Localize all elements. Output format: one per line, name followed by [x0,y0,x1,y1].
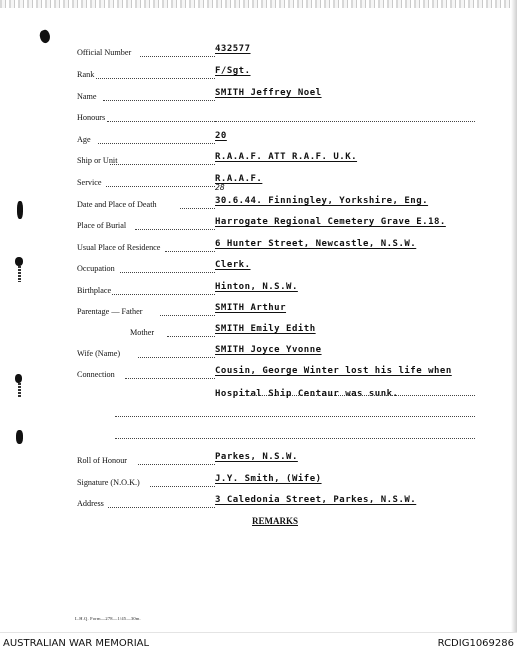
blank-line [115,438,475,439]
wife-name-value: SMITH Joyce Yvonne [215,345,322,355]
place-of-burial-value: Harrogate Regional Cemetery Grave E.18. [215,217,446,227]
birthplace-label: Birthplace [77,286,112,295]
archive-name: AUSTRALIAN WAR MEMORIAL [3,638,150,649]
wife-name-label: Wife (Name) [77,349,121,358]
dot-leader [110,164,215,165]
record-id: RCDIG1069286 [437,638,514,649]
official-number-value: 432577 [215,44,251,54]
name-value: SMITH Jeffrey Noel [215,88,322,98]
dot-leader [140,56,215,57]
honours-blank [215,121,475,122]
dot-leader [120,272,215,273]
wife-name-row [0,345,517,363]
date-place-of-death-value: 30.6.44. Finningley, Yorkshire, Eng. [215,196,429,206]
honours-label: Honours [77,113,106,122]
rank-label: Rank [77,70,95,79]
place-of-burial-label: Place of Burial [77,221,127,230]
dot-leader [160,315,215,316]
signature-nok-label: Signature (N.O.K.) [77,478,140,487]
honours-row [0,113,517,127]
mother-label: Mother [130,328,155,337]
occupation-value: Clerk. [215,260,251,270]
dot-leader [112,294,215,295]
dot-leader [167,336,215,337]
father-label: Parentage — Father [77,307,143,316]
address-label: Address [77,499,104,508]
dot-leader [125,378,215,379]
rank-row [0,66,517,84]
dot-leader [165,251,215,252]
blank-line [243,395,475,396]
rank-value: F/Sgt. [215,66,251,76]
form-number: L.H.Q. Form—278—1/45—30m. [75,616,141,621]
dot-leader [138,357,215,358]
remarks-heading: REMARKS [252,516,299,526]
dot-leader [103,100,215,101]
service-value: R.A.A.F. [215,174,263,184]
dot-leader [98,143,215,144]
ship-or-unit-label: Ship or Unit [77,156,118,165]
usual-place-of-residence-value: 6 Hunter Street, Newcastle, N.S.W. [215,239,417,249]
birthplace-row [0,282,517,300]
place-of-burial-row [0,217,517,235]
roll-of-honour-label: Roll of Honour [77,456,128,465]
age-value: 20 [215,131,227,141]
father-value: SMITH Arthur [215,303,287,313]
service-label: Service [77,178,102,187]
name-row [0,88,517,106]
dot-leader [135,229,215,230]
official-number-row [0,44,517,62]
usual-place-of-residence-label: Usual Place of Residence [77,243,161,252]
date-place-of-death-label: Date and Place of Death [77,200,157,209]
age-label: Age [77,135,91,144]
connection-label: Connection [77,370,115,379]
father-row [0,303,517,321]
mother-value: SMITH Emily Edith [215,324,316,334]
date-place-of-death-row [0,196,517,214]
official-number-label: Official Number [77,48,132,57]
occupation-label: Occupation [77,264,115,273]
signature-nok-value: J.Y. Smith, (Wife) [215,474,322,484]
occupation-row [0,260,517,278]
roll-of-honour-row [0,452,517,470]
binding-mark [18,383,21,397]
service-row [0,174,517,192]
ship-or-unit-value: R.A.A.F. ATT R.A.F. U.K. [215,152,358,162]
dot-leader [107,121,215,122]
signature-nok-row [0,474,517,492]
connection-value: Cousin, George Winter lost his life when [215,366,452,376]
archive-footer [0,632,517,654]
address-row [0,495,517,513]
dot-leader [150,486,215,487]
connection-continuation: Hospital Ship Centaur was sunk. [215,389,399,399]
birthplace-value: Hinton, N.S.W. [215,282,298,292]
dot-leader [108,507,215,508]
dot-leader [138,464,215,465]
punch-hole-mark [38,29,52,45]
roll-of-honour-value: Parkes, N.S.W. [215,452,298,462]
usual-place-of-residence-row [0,239,517,257]
blank-line [115,416,475,417]
name-label: Name [77,92,97,101]
dot-leader [106,186,215,187]
death-date-annotation: 28 [215,183,225,192]
dot-leader [180,208,215,209]
scan-top-edge [0,0,517,8]
binding-mark [16,430,23,444]
ship-or-unit-row [0,152,517,170]
dot-leader [96,78,215,79]
age-row [0,131,517,149]
connection-row [0,366,517,384]
mother-row [0,324,517,342]
address-value: 3 Caledonia Street, Parkes, N.S.W. [215,495,417,505]
